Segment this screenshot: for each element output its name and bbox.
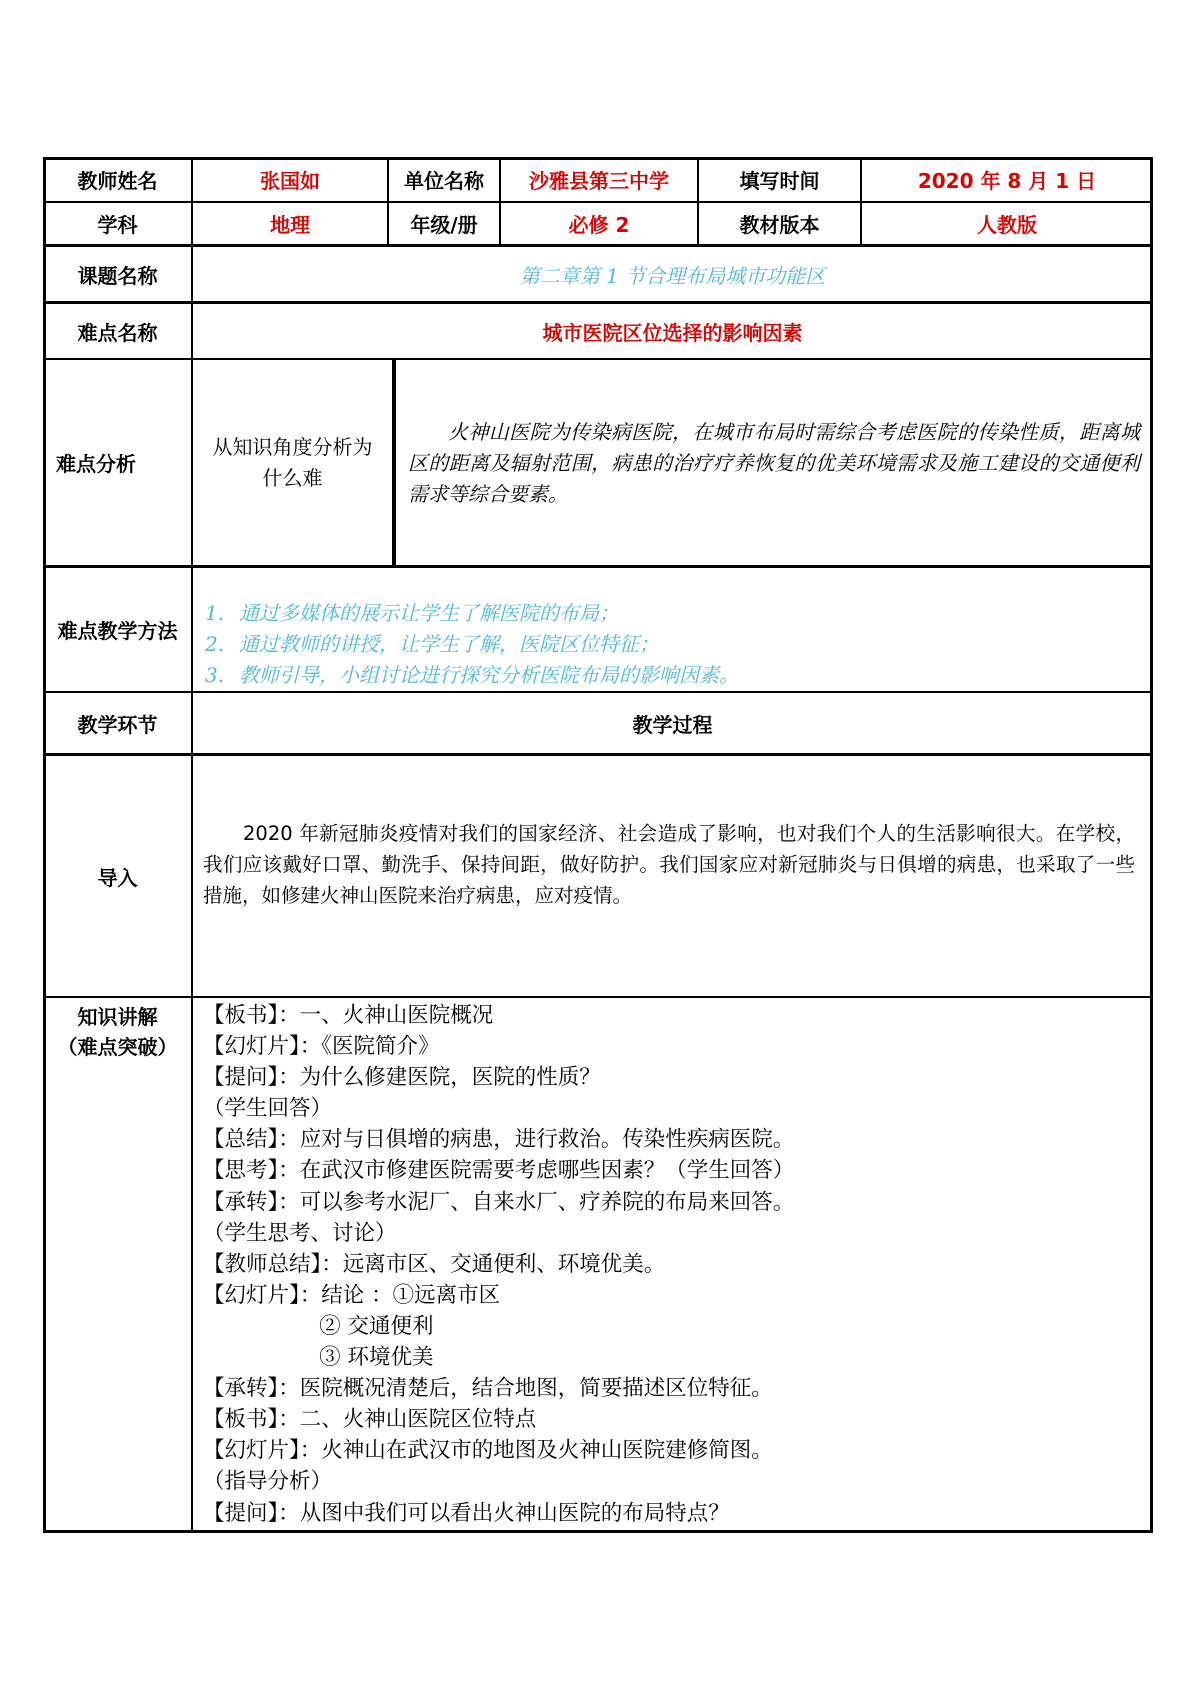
knowledge-label-line1: 知识讲解	[77, 1005, 158, 1029]
process-line: 【幻灯片】：《医院简介》	[203, 1034, 440, 1060]
topic-value: 第二章第 1 节合理布局城市功能区	[192, 245, 1153, 302]
table-border-right	[1150, 157, 1153, 1533]
method-item-2	[205, 629, 1125, 660]
process-line: 【教师总结】：远离市区、交通便利、环境优美。	[203, 1251, 666, 1277]
lesson-plan-table	[43, 157, 1153, 1533]
process-line: 【提问】：为什么修建医院，医院的性质？	[203, 1065, 601, 1091]
process-line: 【总结】：应对与日俱增的病患，进行救治。传染性疾病医院。	[203, 1127, 795, 1153]
methods-list	[205, 598, 1125, 691]
grade-label: 年级/册	[388, 202, 500, 245]
process-line: 【思考】：在武汉市修建医院需要考虑哪些因素？（学生回答）	[203, 1158, 795, 1184]
textbook-label: 教材版本	[698, 202, 861, 245]
intro-cell	[192, 754, 1153, 997]
date-label: 填写时间	[698, 157, 861, 202]
analysis-sub-label-cell	[192, 359, 395, 566]
analysis-text: 火神山医院为传染病医院，在城市布局时需综合考虑医院的传染性质，距离城区的距离及辐射范围，病患的治疗疗养恢复的优美环境需求及施工建设的交通便利需求等综合要素。	[408, 420, 1140, 506]
process-line: 【幻灯片】：结论 ：①远离市区	[203, 1282, 501, 1308]
analysis-text-cell	[395, 359, 1153, 566]
unit-name-value: 沙雅县第三中学	[500, 157, 698, 202]
method-num-1: 1.	[205, 601, 225, 625]
intro-label: 导入	[43, 754, 192, 997]
methods-cell	[192, 566, 1153, 692]
process-line: 【承转】：医院概况清楚后，结合地图，简要描述区位特征。	[203, 1376, 773, 1402]
process-line: （学生思考、讨论）	[203, 1220, 397, 1246]
analysis-sub-label: 从知识角度分析为什么难	[212, 434, 373, 490]
knowledge-cell	[192, 997, 1153, 1533]
process-title: 教学过程	[192, 692, 1153, 754]
method-item-1	[205, 598, 1125, 629]
grade-value: 必修 2	[500, 202, 698, 245]
process-line: 【提问】：从图中我们可以看出火神山医院的布局特点？	[203, 1500, 730, 1526]
topic-label: 课题名称	[43, 245, 192, 302]
unit-name-label: 单位名称	[388, 157, 500, 202]
method-text-2: 通过教师的讲授，让学生了解，医院区位特征；	[239, 632, 659, 656]
process-line: （学生回答）	[203, 1096, 333, 1122]
process-line: 【板书】：一、火神山医院概况	[203, 1003, 494, 1028]
difficulty-label: 难点名称	[43, 302, 192, 359]
textbook-value: 人教版	[861, 202, 1153, 245]
method-num-2: 2.	[205, 632, 225, 656]
analysis-label: 难点分析	[43, 359, 192, 566]
table-border-bottom	[43, 1530, 1153, 1533]
method-text-1: 通过多媒体的展示让学生了解医院的布局；	[239, 601, 619, 625]
process-line: 【板书】：二、火神山医院区位特点	[203, 1407, 537, 1433]
process-line: 【承转】：可以参考水泥厂、自来水厂、疗养院的布局来回答。	[203, 1189, 795, 1215]
knowledge-lines	[203, 1000, 1143, 1529]
teacher-name-label: 教师姓名	[43, 157, 192, 202]
process-line: ③ 环境优美	[203, 1345, 434, 1371]
knowledge-label-line2: （难点突破）	[57, 1035, 178, 1059]
table-border-left	[43, 157, 46, 1533]
teacher-name-value: 张国如	[192, 157, 388, 202]
process-line: （指导分析）	[203, 1469, 333, 1495]
date-value: 2020 年 8 月 1 日	[861, 157, 1153, 202]
process-line: 【幻灯片】：火神山在武汉市的地图及火神山医院建修简图。	[203, 1438, 773, 1464]
method-text-3: 教师引导，小组讨论进行探究分析医院布局的影响因素。	[239, 663, 739, 687]
subject-value: 地理	[192, 202, 388, 245]
knowledge-label-cell	[43, 997, 192, 1533]
methods-label: 难点教学方法	[43, 566, 192, 692]
method-num-3: 3.	[205, 663, 225, 687]
intro-text: 2020 年新冠肺炎疫情对我们的国家经济、社会造成了影响，也对我们个人的生活影响很大。在学校，我们应该戴好口罩、勤洗手、保持间距，做好防护。我们国家应对新冠肺炎与日俱增的病患，也采取了一些措施，如修建火神山医院来治疗病患，应对疫情。	[203, 822, 1135, 907]
difficulty-value: 城市医院区位选择的影响因素	[192, 302, 1153, 359]
process-step-label: 教学环节	[43, 692, 192, 754]
table-border-top	[43, 157, 1153, 160]
process-line: ② 交通便利	[203, 1313, 434, 1339]
knowledge-label	[58, 1002, 178, 1062]
subject-label: 学科	[43, 202, 192, 245]
method-item-3	[205, 660, 1125, 691]
